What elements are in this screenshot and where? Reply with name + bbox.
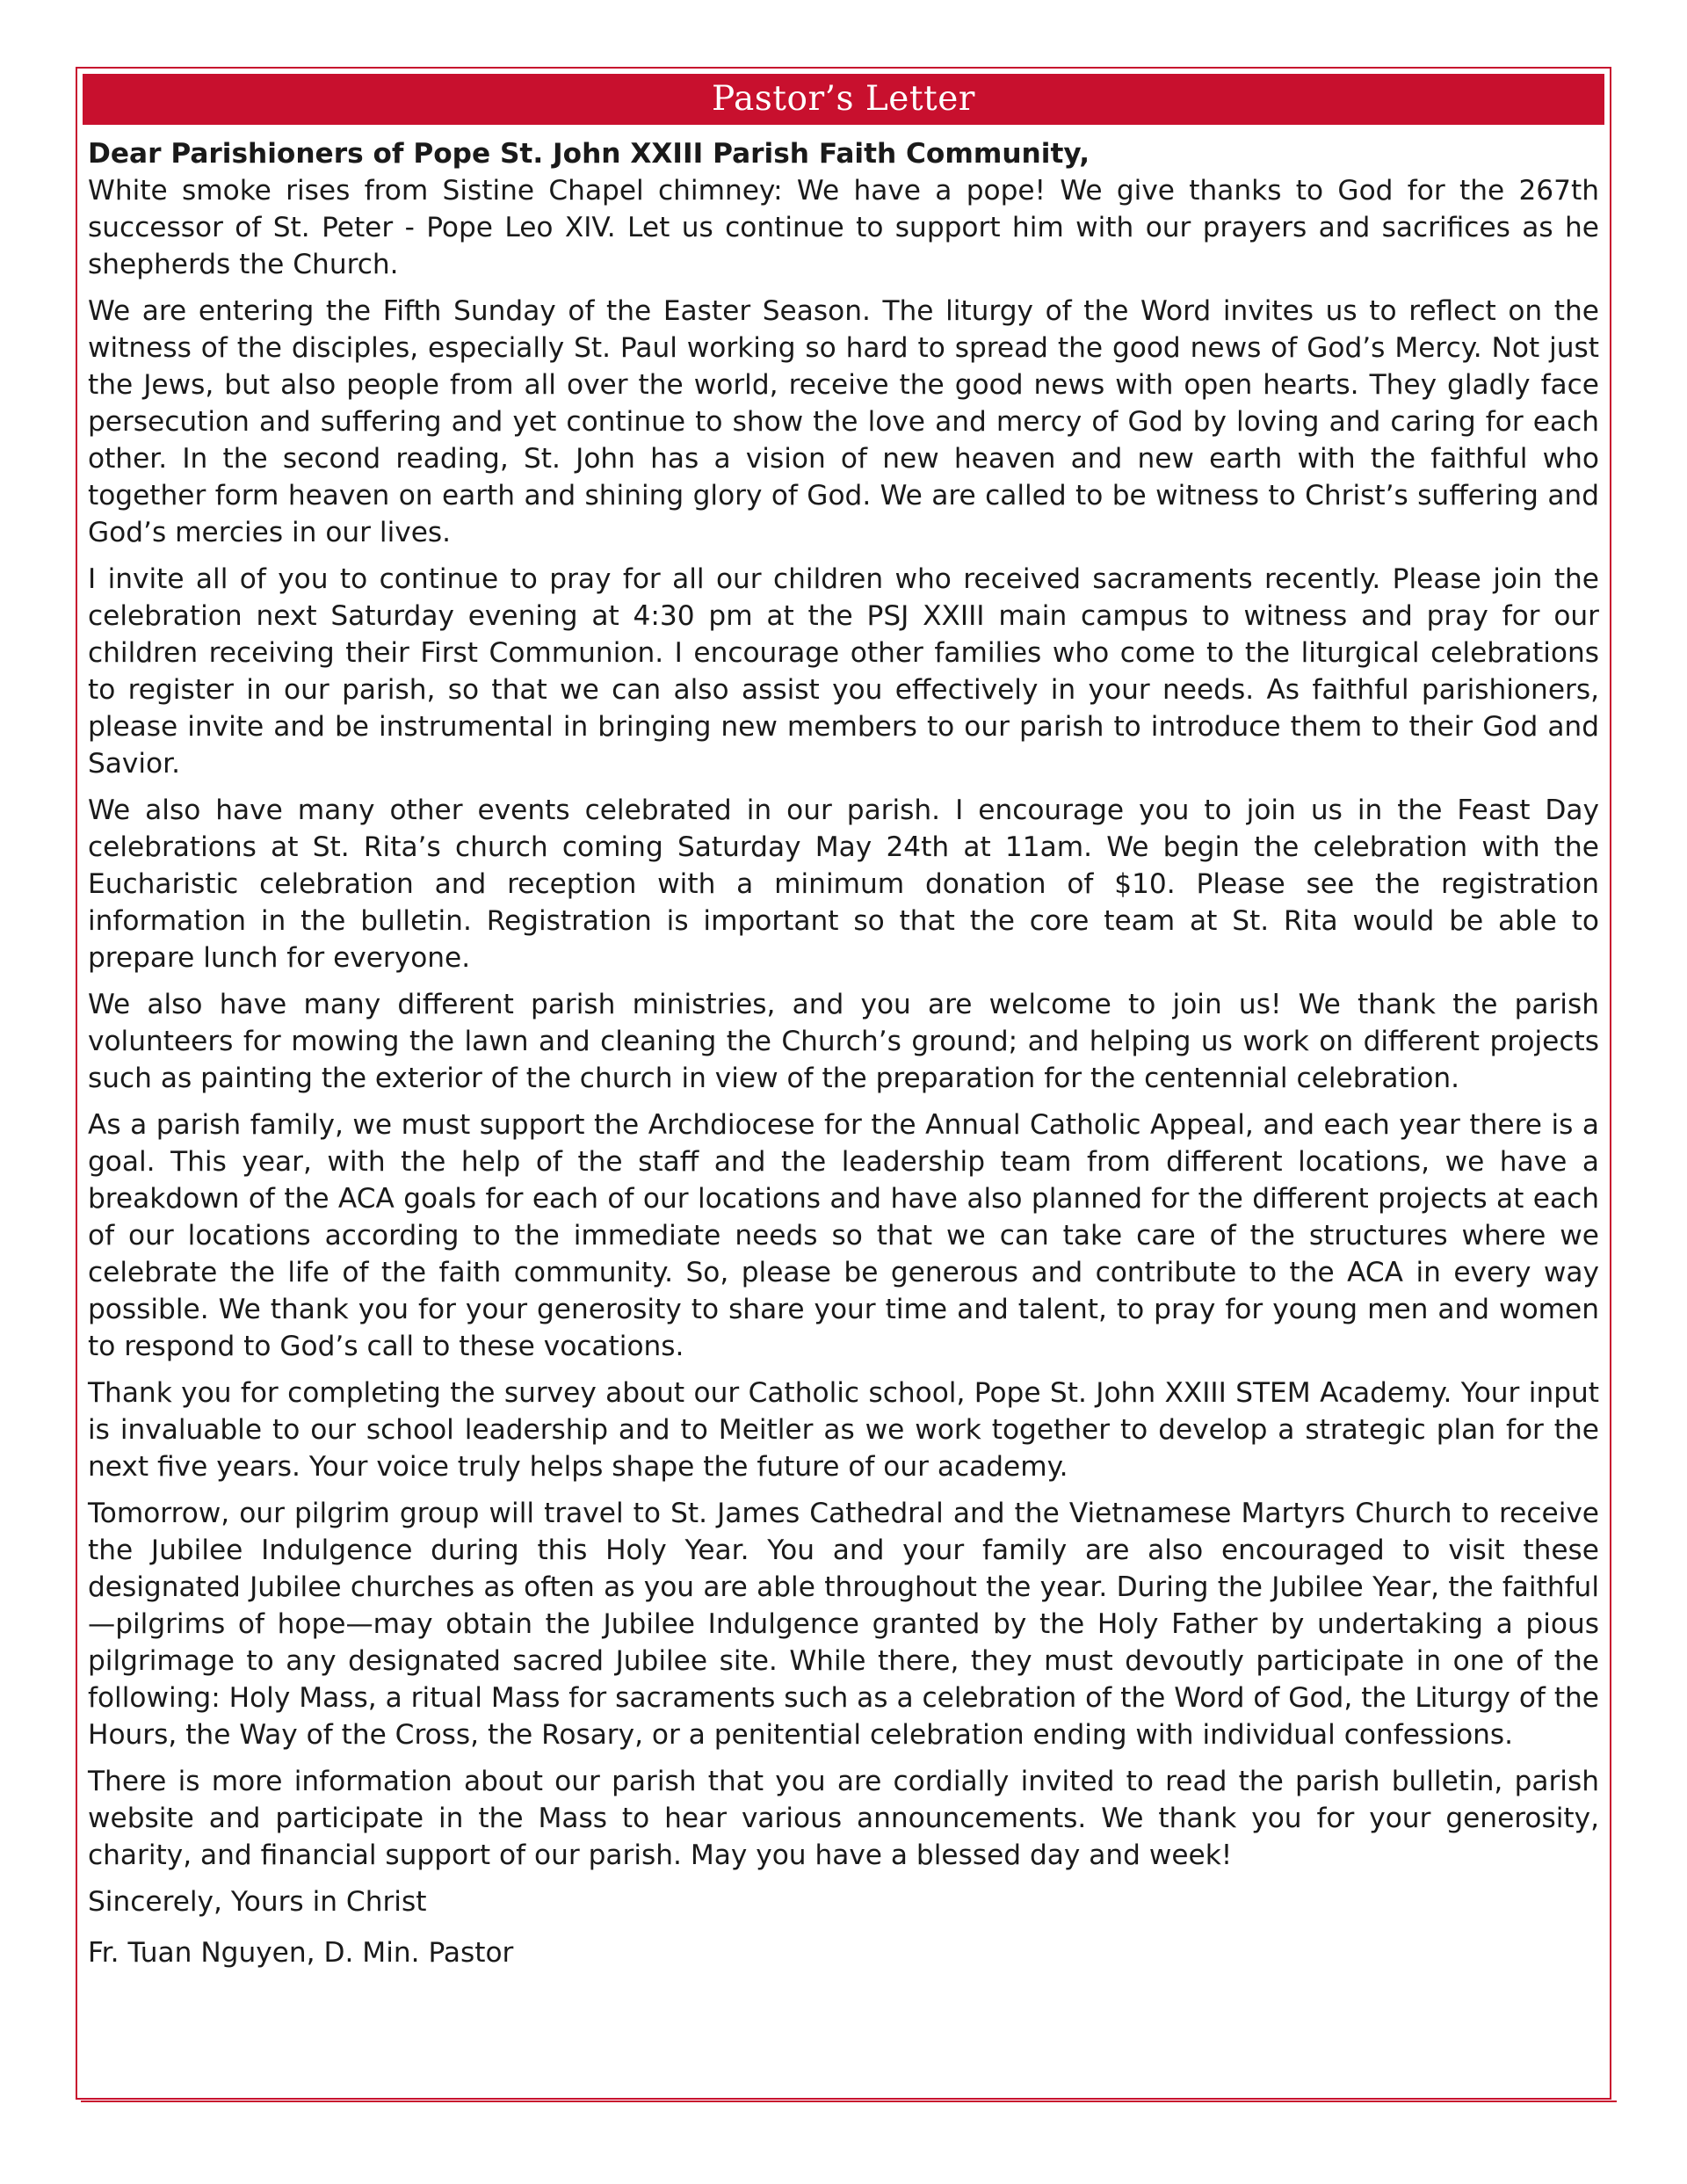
paragraph-ministries: We also have many different parish ministries, and you are welcome to join us! We thank the parish volunteers for mowing the lawn and cleaning the Church’s ground; and helping us work on different projects such as painting the exterior of the church in view of the preparation for the centennial celebration. [88,989,1599,1094]
pastors-letter-box [76,67,1611,2100]
paragraph-sacraments: I invite all of you to continue to pray for all our children who received sacraments recently. Please join the celebration next Saturday evening at 4:30 pm at the PSJ XXIII main campus to witness and pray for our children receiving their First Communion. I encourage other families who come to the liturgical celebrations to register in our parish, so that we can also assist you effectively in your needs. As faithful parishioners, please invite and be instrumental in bringing new members to our parish to introduce them to their God and Savior. [88,563,1599,780]
frame-bottom-rule [81,2101,1617,2102]
paragraph-survey: Thank you for completing the survey about our Catholic school, Pope St. John XXIII STEM Academy. Your input is invaluable to our school leadership and to Meitler as we work together to develop a strategic plan for the next five years. Your voice truly helps shape the future of our academy. [88,1377,1599,1483]
letter-header [83,74,1604,125]
salutation: Dear Parishioners of Pope St. John XXIII Parish Faith Community, [88,138,1090,170]
paragraph-jubilee: Tomorrow, our pilgrim group will travel to St. James Cathedral and the Vietnamese Martyrs Church to receive the Jubilee Indulgence during this Holy Year. You and your family are also encouraged to visit these designated Jubilee churches as often as you are able throughout the year. During the Jubilee Year, the faithful—pilgrims of hope—may obtain the Jubilee Indulgence granted by the Holy Father by undertaking a pious pilgrimage to any designated sacred Jubilee site. While there, they must devoutly participate in one of the following: Holy Mass, a ritual Mass for sacraments such as a celebration of the Word of God, the Liturgy of the Hours, the Way of the Cross, the Rosary, or a penitential celebration ending with individual confessions. [88,1498,1599,1751]
closing: Sincerely, Yours in Christ [88,1886,427,1918]
letter-title: Pastor’s Letter [712,79,975,119]
paragraph-events: We also have many other events celebrated in our parish. I encourage you to join us in the Feast Day celebrations at St. Rita’s church coming Saturday May 24th at 11am. We begin the celebration with the Eucharistic celebration and reception with a minimum donation of $10. Please see the registration information in the bulletin. Registration is important so that the core team at St. Rita would be able to prepare lunch for everyone. [88,795,1599,974]
paragraph-aca: As a parish family, we must support the Archdiocese for the Annual Catholic Appeal, and each year there is a goal. This year, with the help of the staff and the leadership team from different locations, we have a breakdown of the ACA goals for each of our locations and have also planned for the different projects at each of our locations according to the immediate needs so that we can take care of the structures where we celebrate the life of the faith community. So, please be generous and contribute to the ACA in every way possible. We thank you for your generosity to share your time and talent, to pray for young men and women to respond to God’s call to these vocations. [88,1109,1599,1362]
letter-body [88,135,1599,1971]
paragraph-easter: We are entering the Fifth Sunday of the Easter Season. The liturgy of the Word invites us to reflect on the witness of the disciples, especially St. Paul working so hard to spread the good news of God’s Mercy. Not just the Jews, but also people from all over the world, receive the good news with open hearts. They gladly face persecution and suffering and yet continue to show the love and mercy of God by loving and caring for each other. In the second reading, St. John has a vision of new heaven and new earth with the faithful who together form heaven on earth and shining glory of God. We are called to be witness to Christ’s suffering and God’s mercies in our lives. [88,295,1599,548]
paragraph-information: There is more information about our parish that you are cordially invited to read the parish bulletin, parish website and participate in the Mass to hear various announcements. We thank you for your generosity, charity, and financial support of our parish. May you have a blessed day and week! [88,1766,1599,1871]
paragraph-pope: White smoke rises from Sistine Chapel chimney: We have a pope! We give thanks to God for the 267th successor of St. Peter - Pope Leo XIV. Let us continue to support him with our prayers and sacrifices as he shepherds the Church. [88,175,1599,280]
signature: Fr. Tuan Nguyen, D. Min. Pastor [88,1937,514,1969]
